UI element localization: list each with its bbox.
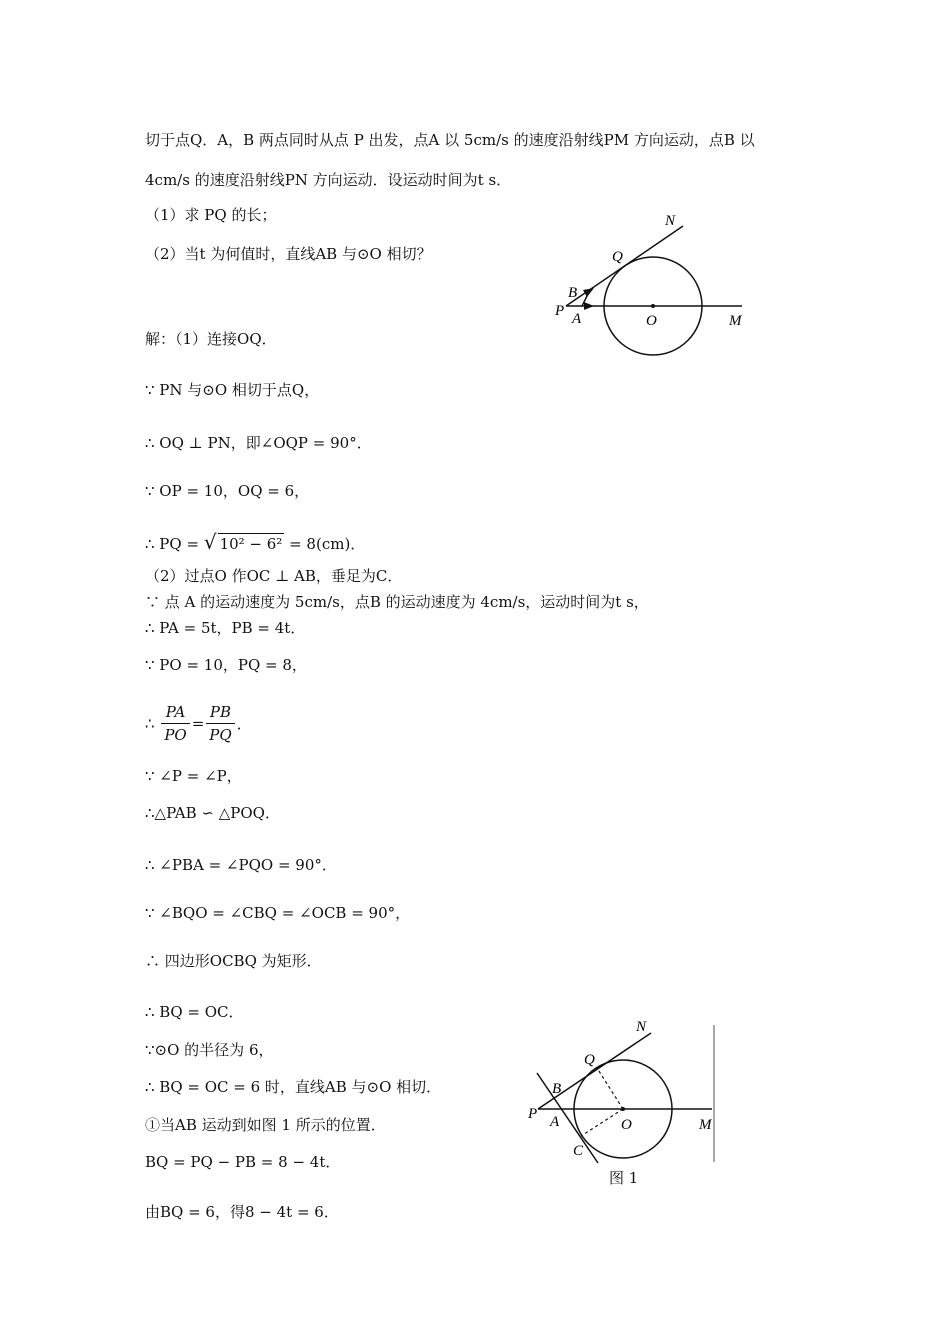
problem-line-2: 4cm/s 的速度沿射线PN 方向运动．设运动时间为t s． [145, 171, 512, 189]
fraction-pa-po [161, 703, 189, 744]
figure-1 [520, 1015, 730, 1170]
label-a: A [550, 1114, 560, 1130]
fraction-numerator: PA [161, 703, 189, 724]
label-b: B [552, 1081, 562, 1097]
line-ab [537, 1073, 598, 1163]
solution-line-13: ∴ ∠PBA = ∠PQO = 90°． [145, 856, 337, 874]
figure-1-caption: 图 1 [609, 1169, 639, 1187]
arrow-a [584, 302, 594, 310]
label-p: P [555, 303, 565, 319]
solution-line-19: ①当AB 运动到如图 1 所示的位置． [145, 1116, 386, 1134]
solution-line-2: ∵ PN 与⊙O 相切于点Q， [145, 381, 320, 399]
label-n: N [636, 1019, 647, 1035]
label-q: Q [584, 1052, 595, 1068]
fraction-denominator: PQ [209, 726, 232, 744]
sqrt-sign: √ [203, 530, 217, 554]
solution-line-3: ∴ OQ ⊥ PN，即∠OQP = 90°． [145, 434, 372, 452]
ray-pn [566, 226, 683, 306]
solution-line-7: ∵ 点 A 的运动速度为 5cm/s，点B 的运动速度为 4cm/s，运动时间为t s， [145, 593, 649, 611]
solution-line-8: ∴ PA = 5t，PB = 4t． [145, 619, 306, 637]
fraction-numerator: PB [206, 703, 234, 724]
arrow-b [583, 288, 594, 297]
solution-line-12: ∴△PAB ∽ △POQ． [145, 804, 280, 822]
solution-line-17: ∵⊙O 的半径为 6， [145, 1041, 274, 1059]
solution-line-14: ∵ ∠BQO = ∠CBQ = ∠OCB = 90°， [145, 904, 411, 922]
label-q: Q [612, 249, 623, 265]
label-m: M [699, 1117, 712, 1133]
segment-oc [581, 1109, 623, 1136]
fraction-equals: = [191, 714, 205, 733]
solution-line-16: ∴ BQ = OC． [145, 1003, 244, 1021]
label-n: N [665, 213, 676, 229]
question-1: （1）求 PQ 的长； [145, 206, 277, 224]
solution-line-10 [145, 703, 252, 744]
fraction-pb-pq [206, 703, 234, 744]
problem-line-1: 切于点Q．A，B 两点同时从点 P 出发，点A 以 5cm/s 的速度沿射线PM 方向运动，点B 以 [145, 131, 755, 149]
point-o [621, 1107, 625, 1111]
sqrt-prefix: ∴ PQ = [145, 535, 204, 553]
label-p: P [528, 1106, 538, 1122]
label-m: M [729, 313, 742, 329]
fraction-prefix: ∴ [145, 714, 155, 733]
label-o: O [646, 313, 657, 329]
point-o [651, 304, 655, 308]
solution-line-1: 解：（1）连接OQ． [145, 330, 277, 348]
label-c: C [573, 1143, 584, 1159]
fraction-denominator: PO [164, 726, 187, 744]
solution-line-15: ∴ 四边形OCBQ 为矩形． [145, 952, 322, 970]
figure-top [540, 205, 770, 365]
solution-line-21: 由BQ = 6，得8 − 4t = 6． [145, 1203, 339, 1221]
solution-line-9: ∵ PO = 10，PQ = 8， [145, 656, 307, 674]
label-a: A [572, 311, 582, 327]
sqrt-suffix: = 8(cm)． [284, 535, 366, 553]
solution-line-4: ∵ OP = 10，OQ = 6， [145, 482, 310, 500]
label-b: B [568, 285, 578, 301]
question-2: （2）当t 为何值时，直线AB 与⊙O 相切？ [145, 245, 432, 263]
solution-line-11: ∵ ∠P = ∠P， [145, 767, 242, 785]
segment-oq [597, 1068, 623, 1109]
solution-line-20: BQ = PQ − PB = 8 − 4t． [145, 1153, 341, 1171]
solution-line-6: （2）过点O 作OC ⊥ AB，垂足为C． [145, 567, 403, 585]
fraction-suffix: ． [236, 715, 252, 733]
solution-line-5 [145, 532, 365, 554]
solution-line-18: ∴ BQ = OC = 6 时，直线AB 与⊙O 相切． [145, 1078, 442, 1096]
sqrt-radicand: 10² − 6² [219, 535, 283, 553]
label-o: O [621, 1117, 632, 1133]
ray-pn [538, 1033, 651, 1109]
